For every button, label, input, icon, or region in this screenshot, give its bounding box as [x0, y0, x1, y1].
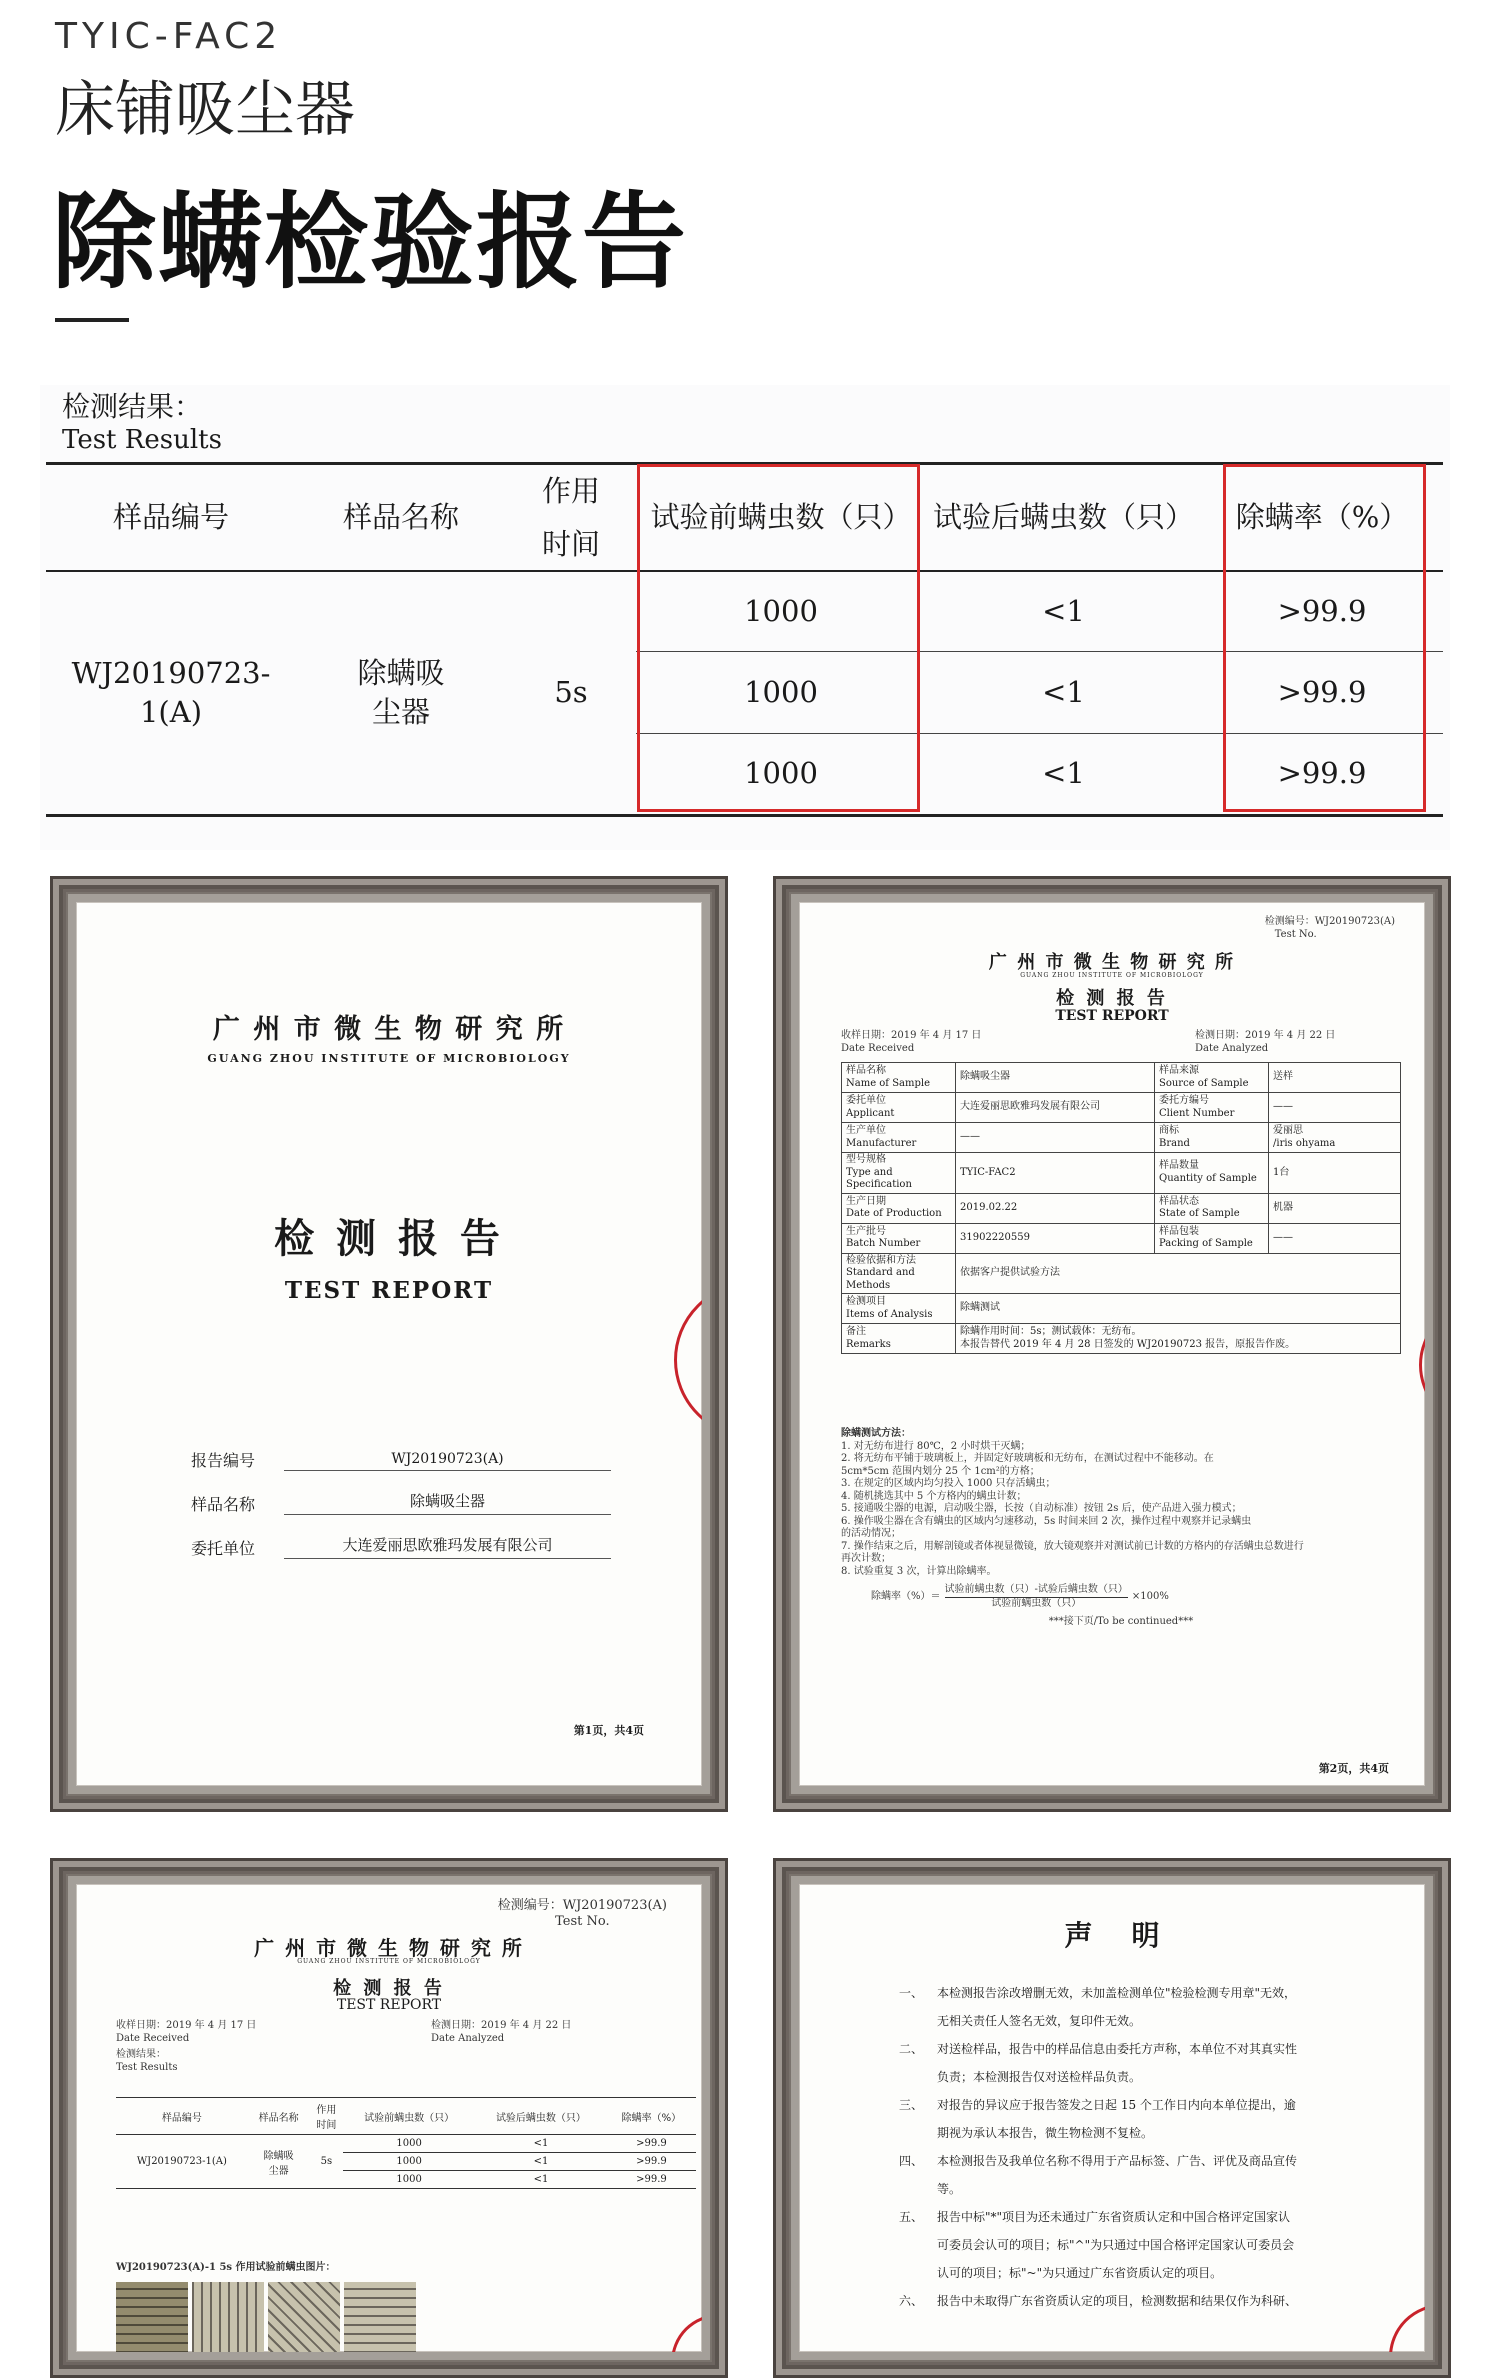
- official-seal: [674, 1282, 702, 1438]
- results-label-cn: 检测结果：: [116, 2049, 166, 2060]
- cover-title-en: TEST REPORT: [284, 1277, 494, 1304]
- report-title-cn: 检 测 报 告: [333, 1978, 445, 1999]
- statement-item-line: 认可的项目；标"~"为只通过广东省资质认定的项目。: [937, 2266, 1223, 2280]
- statement-item-line: 报告中标"*"项目为还未通过广东省资质认定和中国合格评定国家认: [937, 2210, 1291, 2224]
- sample-info-row: 委托单位 Applicant 大连爱丽思欧雅玛发展有限公司 委托方编号 Client Number ——: [842, 1093, 1401, 1123]
- statement-item-line: 对送检样品，报告中的样品信息由委托方声称，本单位不对其真实性: [937, 2042, 1298, 2056]
- sample-info-row: 备注 Remarks 除螨作用时间：5s；测试载体：无纺布。 本报告替代 2019 年 4 月 28 日签发的 WJ20190723 报告，原报告作废。: [842, 1324, 1401, 1354]
- continued-note: ***接下页/To be continued***: [1048, 1616, 1194, 1627]
- statement-item-number: 四、: [899, 2154, 924, 2168]
- date-analyzed-en: Date Analyzed: [431, 2032, 505, 2044]
- method-line: 2. 将无纺布平铺于玻璃板上，并固定好玻璃板和无纺布，在测试过程中不能移动。在: [841, 1453, 1214, 1464]
- method-line: 7. 操作结束之后，用解剖镜或者体视显微镜，放大镜观察并对测试前已计数的方格内的存活螨虫总数进行: [841, 1540, 1304, 1552]
- table-bottom-rule: [46, 814, 1443, 817]
- statement-item-line: 本检测报告涂改增删无效，未加盖检测单位"检验检测专用章"无效，: [937, 1986, 1297, 2000]
- statement-item-number: 三、: [899, 2098, 924, 2112]
- test-number-en: Test No.: [1274, 928, 1317, 940]
- report-title-cn: 检 测 报 告: [1056, 988, 1168, 1009]
- statement-item-line: 等。: [937, 2182, 962, 2196]
- highlight-before-column: [637, 464, 920, 812]
- institute-name-en: GUANG ZHOU INSTITUTE OF MICROBIOLOGY: [297, 1958, 481, 1965]
- results-label-cn: 检测结果：: [62, 390, 203, 423]
- statement-title: 声 明: [1064, 1919, 1160, 1952]
- before-count-cell: 1000: [744, 674, 818, 709]
- statement-item-line: 报告中未取得广东省资质认定的项目，检测数据和结果仅作为科研、: [937, 2294, 1298, 2308]
- mite-photos: [116, 2282, 416, 2352]
- results-label-en: Test Results: [116, 2061, 178, 2073]
- field-sample-name: 样品名称 除螨吸尘器: [191, 1471, 611, 1515]
- statement-item-number: 五、: [899, 2210, 924, 2224]
- sample-info-row: 样品名称 Name of Sample 除螨吸尘器 样品来源 Source of Sample 送样: [842, 1063, 1401, 1093]
- model-number: TYIC-FAC2: [55, 16, 283, 57]
- before-count-cell: 1000: [744, 756, 818, 791]
- official-seal: [1419, 1302, 1425, 1428]
- statement-item: [899, 2147, 1419, 2203]
- statement-item-line: 对报告的异议应于报告签发之日起 15 个工作日内向本单位提出，逾: [937, 2098, 1296, 2112]
- method-line: 1. 对无纺布进行 80℃，2 小时烘干灭螨；: [841, 1440, 1031, 1452]
- statement-item-number: 一、: [899, 1986, 924, 2000]
- sample-info-row: 生产日期 Date of Production 2019.02.22 样品状态 State of Sample 机器: [842, 1193, 1401, 1223]
- mite-photo: [268, 2282, 340, 2352]
- header-duration: 作用 时间: [541, 474, 600, 561]
- method-line: 再次计数；: [841, 1553, 891, 1564]
- date-received-en: Date Received: [841, 1042, 915, 1054]
- statement-page: [799, 1884, 1425, 2352]
- date-received: 收样日期：2019 年 4 月 17 日: [841, 1030, 982, 1041]
- sample-info-row: 检验依据和方法 Standard and Methods 依据客户提供试验方法: [842, 1253, 1401, 1294]
- method-line: 6. 操作吸尘器在含有螨虫的区域内匀速移动，5s 时间来回 2 次，操作过程中观察并记录螨虫: [841, 1515, 1252, 1527]
- sample-id-cell: WJ20190723-1(A): [71, 655, 271, 729]
- date-analyzed: 检测日期：2019 年 4 月 22 日: [431, 2020, 572, 2031]
- institute-name-en: GUANG ZHOU INSTITUTE OF MICROBIOLOGY: [207, 1052, 571, 1065]
- statement-item-line: 负责；本检测报告仅对送检样品负责。: [937, 2070, 1142, 2084]
- cover-fields: [191, 1427, 611, 1559]
- statement-item-line: 期视为承认本报告，微生物检测不复检。: [937, 2126, 1154, 2140]
- header-sample-name: 样品名称: [342, 499, 459, 534]
- mite-photo: [344, 2282, 416, 2352]
- method-line: 5. 接通吸尘器的电源，启动吸尘器，长按（自动标准）按钮 2s 后，使产品进入强力模式；: [841, 1503, 1242, 1514]
- report-page2-frame: [773, 876, 1451, 1812]
- statement-items: [899, 1979, 1419, 2315]
- statement-item: [899, 1979, 1419, 2035]
- report-page3-frame: [50, 1858, 728, 2378]
- statement-item: [899, 2091, 1419, 2147]
- statement-item: [899, 2287, 1419, 2315]
- field-report-no: 报告编号 WJ20190723(A): [191, 1427, 611, 1471]
- after-count-cell: <1: [1042, 594, 1085, 629]
- statement-item: [899, 2035, 1419, 2091]
- test-number: 检测编号：WJ20190723(A): [497, 1898, 667, 1913]
- test-method-section: [841, 1428, 1401, 1629]
- statement-item-number: 六、: [899, 2294, 924, 2308]
- date-analyzed-en: Date Analyzed: [1195, 1042, 1269, 1054]
- before-count-cell: 1000: [744, 594, 818, 629]
- header-after-count: 试验后螨虫数（只）: [932, 499, 1194, 534]
- method-line: 的活动情况；: [841, 1528, 901, 1539]
- statement-item-line: 无相关责任人签名无效，复印件无效。: [937, 2014, 1142, 2028]
- statement-frame: [773, 1858, 1451, 2378]
- institute-name-cn: 广 州 市 微 生 物 研 究 所: [212, 1014, 566, 1045]
- sample-name-cell: 除螨吸 尘器: [357, 655, 445, 729]
- sample-info-row: 检测项目 Items of Analysis 除螨测试: [842, 1294, 1401, 1324]
- test-results-section: [40, 385, 1450, 850]
- method-line: 4. 随机挑选其中 5 个方格内的螨虫计数；: [841, 1490, 1027, 1502]
- removal-rate-cell: >99.9: [1277, 756, 1367, 791]
- sample-info-row: 生产批号 Batch Number 31902220559 样品包装 Packing of Sample ——: [842, 1223, 1401, 1253]
- duration-cell: 5s: [554, 675, 588, 710]
- report-cover-frame: [50, 876, 728, 1812]
- mite-photo: [116, 2282, 188, 2352]
- report-page3: [76, 1884, 702, 2352]
- method-line: 5cm*5cm 范围内划分 25 个 1cm²的方格；: [841, 1465, 1040, 1477]
- report-cover-page: [76, 902, 702, 1786]
- cover-title-cn: 检 测 报 告: [274, 1215, 504, 1262]
- date-analyzed: 检测日期：2019 年 4 月 22 日: [1195, 1030, 1336, 1041]
- institute-name-cn: 广 州 市 微 生 物 研 究 所: [254, 1936, 524, 1960]
- report-title-en: TEST REPORT: [1055, 1008, 1169, 1024]
- institute-name-en: GUANG ZHOU INSTITUTE OF MICROBIOLOGY: [1020, 972, 1204, 979]
- page-number: 第2页，共4页: [1318, 1762, 1389, 1775]
- after-count-cell: <1: [1042, 674, 1085, 709]
- method-lines: [841, 1441, 1401, 1579]
- photo-caption: WJ20190723(A)-1 5s 作用试验前螨虫图片：: [116, 2262, 336, 2273]
- sample-info-table: [841, 1062, 1401, 1354]
- sample-info-row: 型号规格 Type and Specification TYIC-FAC2 样品数量 Quantity of Sample 1台: [842, 1153, 1401, 1194]
- test-number: 检测编号：WJ20190723(A): [1264, 916, 1395, 927]
- page-number: 第1页，共4页: [573, 1724, 644, 1737]
- official-seal: [671, 2314, 702, 2352]
- after-count-cell: <1: [1042, 756, 1085, 791]
- statement-item: [899, 2203, 1419, 2287]
- date-received: 收样日期：2019 年 4 月 17 日: [116, 2020, 257, 2031]
- sample-info-row: 生产单位 Manufacturer —— 商标 Brand 爱丽思 /iris ohyama: [842, 1123, 1401, 1153]
- statement-item-line: 本检测报告及我单位名称不得用于产品标签、广告、评优及商品宣传: [937, 2154, 1298, 2168]
- method-line: 3. 在规定的区域内均匀投入 1000 只存活螨虫；: [841, 1478, 1056, 1489]
- institute-name-cn: 广 州 市 微 生 物 研 究 所: [988, 952, 1236, 973]
- header-sample-id: 样品编号: [112, 499, 229, 534]
- formula: 除螨率（%）＝ 试验前螨虫数（只）-试验后螨虫数（只） 试验前螨虫数（只） ×100%: [871, 1584, 1169, 1609]
- field-applicant: 委托单位 大连爱丽思欧雅玛发展有限公司: [191, 1515, 611, 1559]
- title-divider: [55, 318, 129, 322]
- removal-rate-cell: >99.9: [1277, 594, 1367, 629]
- mite-photo: [192, 2282, 264, 2352]
- header-removal-rate: 除螨率（%）: [1235, 499, 1409, 534]
- mini-results-table: 样品编号 样品名称 作用 时间 试验前螨虫数（只） 试验后螨虫数（只） 除螨率（%） WJ20190723-1(A) 除螨吸 尘器 5s 1000 <1 >99.9 1000 <1 >99.9 1000 <1 >99.9: [116, 2097, 696, 2189]
- results-table: [46, 462, 1443, 818]
- test-number-en: Test No.: [555, 1914, 610, 1930]
- header-before-count: 试验前螨虫数（只）: [650, 499, 912, 534]
- report-page2: [799, 902, 1425, 1786]
- page-title: 除螨检验报告: [52, 181, 689, 303]
- report-title-en: TEST REPORT: [336, 1997, 442, 2013]
- results-label-en: Test Results: [62, 425, 222, 455]
- highlight-rate-column: [1223, 464, 1426, 812]
- removal-rate-cell: >99.9: [1277, 674, 1367, 709]
- statement-item-number: 二、: [899, 2042, 924, 2056]
- product-name: 床铺吸尘器: [55, 75, 355, 145]
- method-line: 8. 试验重复 3 次，计算出除螨率。: [841, 1565, 997, 1577]
- date-received-en: Date Received: [116, 2032, 190, 2044]
- statement-item-line: 可委员会认可的项目；标"^"为只通过中国合格评定国家认可委员会: [937, 2238, 1295, 2252]
- method-title: 除螨测试方法：: [841, 1428, 911, 1439]
